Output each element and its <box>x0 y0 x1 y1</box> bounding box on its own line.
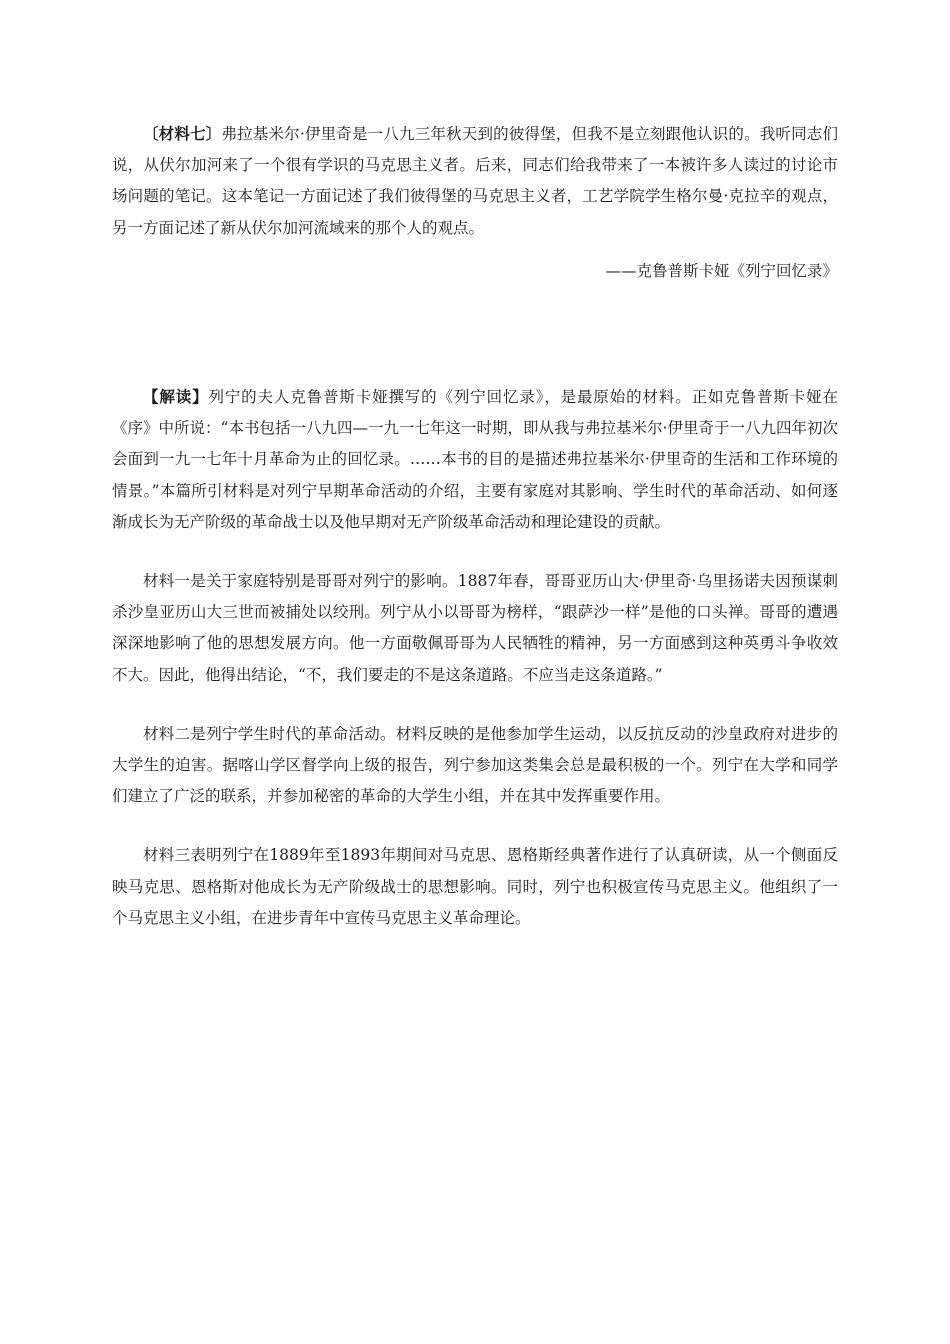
interpretation-label: 【解读】 <box>143 387 209 407</box>
material-seven-citation: ——克鲁普斯卡娅《列宁回忆录》 <box>605 261 838 280</box>
material-seven-text: 弗拉基米尔·伊里奇是一八九三年秋天到的彼得堡，但我不是立刻跟他认识的。我听同志们说，从伏尔加河来了一个很有学识的马克思主义者。后来，同志们给我带来了一本被许多人读过的讨论市场问题的笔记。这本笔记一方面记述了我们彼得堡的马克思主义者，工艺学院学生格尔曼·克拉辛的观点，另一方面记述了新从伏尔加河流域来的那个人的观点。 <box>112 125 838 237</box>
interpretation-paragraph <box>112 381 838 538</box>
analysis-paragraph-material-three: 材料三表明列宁在1889年至1893年期间对马克思、恩格斯经典著作进行了认真研读，从一个侧面反映马克思、恩格斯对他成长为无产阶级战士的思想影响。同时，列宁也积极宣传马克思主义。他组织了一个马克思主义小组，在进步青年中宣传马克思主义革命理论。 <box>112 846 838 927</box>
analysis-paragraph-material-two: 材料二是列宁学生时代的革命活动。材料反映的是他参加学生运动，以反抗反动的沙皇政府对进步的大学生的迫害。据喀山学区督学向上级的报告，列宁参加这类集会总是最积极的一个。列宁在大学和同学们建立了广泛的联系，并参加秘密的革命的大学生小组，并在其中发挥重要作用。 <box>112 724 838 806</box>
interpretation-text: 列宁的夫人克鲁普斯卡娅撰写的《列宁回忆录》，是最原始的材料。正如克鲁普斯卡娅在《序》中所说：“本书包括一八九四—一九一七年这一时期，即从我与弗拉基米尔·伊里奇于一八九四年初次会面到一九一七年十月革命为止的回忆录。……本书的目的是描述弗拉基米尔·伊里奇的生活和工作环境的情景。”本篇所引材料是对列宁早期革命活动的介绍，主要有家庭对其影响、学生时代的革命活动、如何逐渐成长为无产阶级的革命战士以及他早期对无产阶级革命活动和理论建设的贡献。 <box>112 388 838 531</box>
material-seven-label: 〔材料七〕 <box>143 124 222 143</box>
analysis-paragraph-material-one: 材料一是关于家庭特别是哥哥对列宁的影响。1887年春，哥哥亚历山大·伊里奇·乌里扬诺夫因预谋刺杀沙皇亚历山大三世而被捕处以绞刑。列宁从小以哥哥为榜样，“跟萨沙一样”是他的口头禅。哥哥的遭遇深深地影响了他的思想发展方向。他一方面敬佩哥哥为人民牺牲的精神，另一方面感到这种英勇斗争收效不大。因此，他得出结论，“不，我们要走的不是这条道路。不应当走这条道路。” <box>112 572 838 684</box>
document-page <box>112 118 838 934</box>
material-seven-paragraph <box>112 118 838 244</box>
